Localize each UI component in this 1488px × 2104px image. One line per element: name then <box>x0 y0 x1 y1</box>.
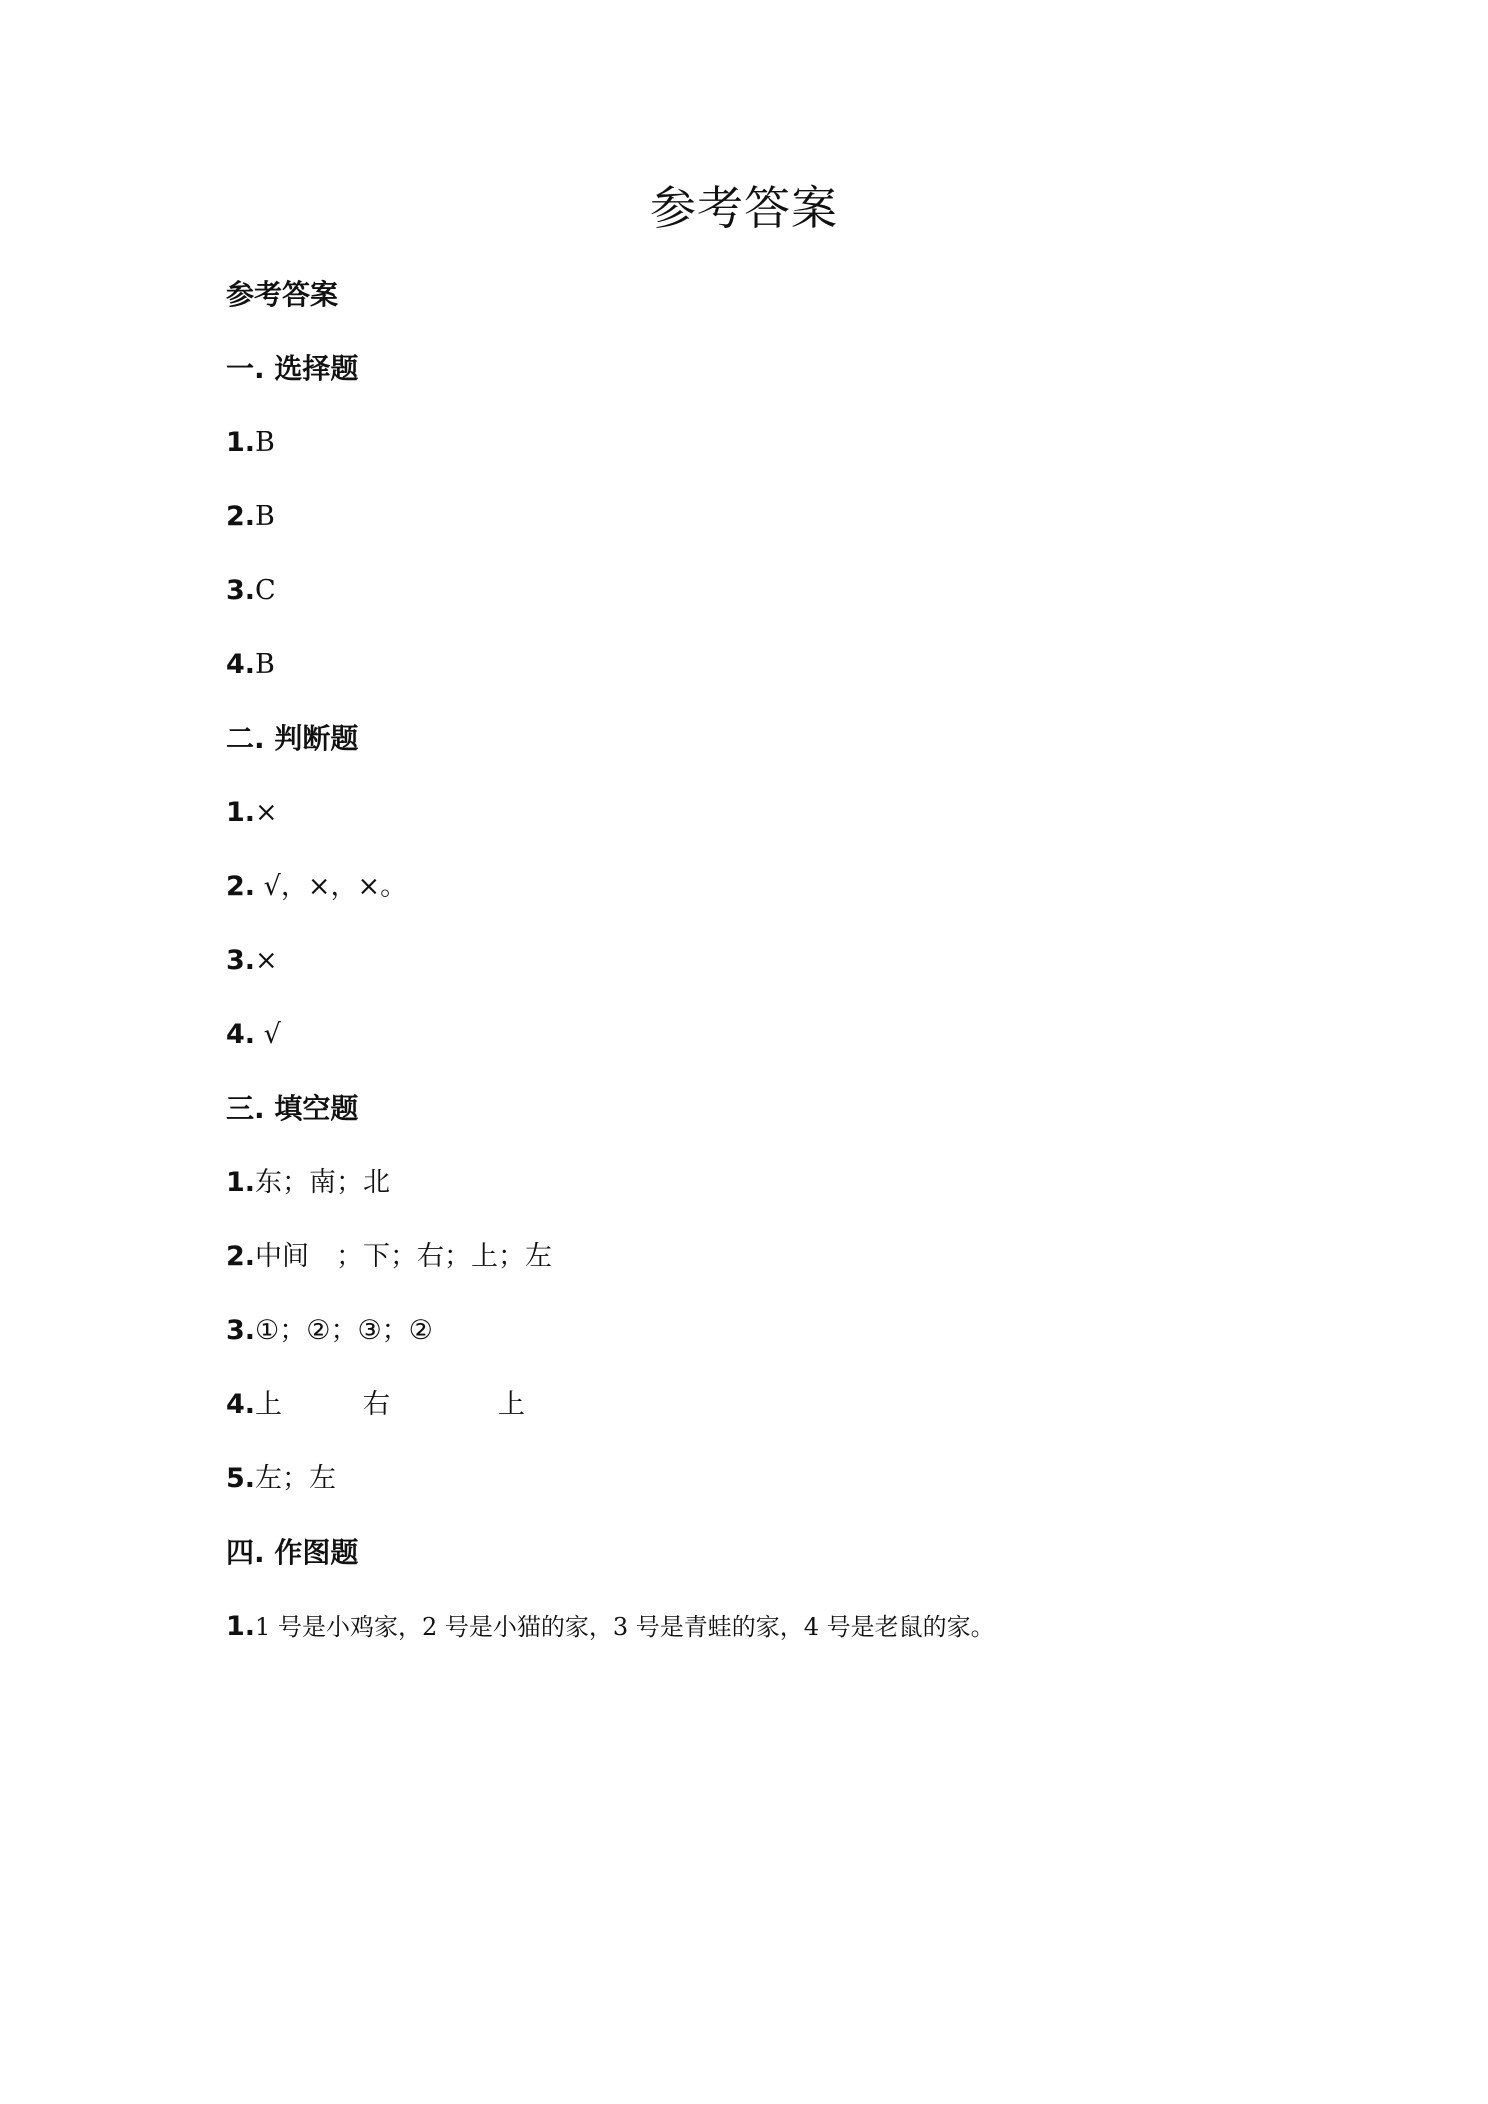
answer-item <box>226 788 1326 862</box>
item-answer: B <box>255 501 275 532</box>
item-answer: √，×，×。 <box>255 871 408 902</box>
item-answer: 东；南；北 <box>255 1167 391 1198</box>
answer-item <box>226 1010 1326 1084</box>
section-heading-drawing: 四. 作图题 <box>226 1536 359 1569</box>
item-number: 1. <box>226 1167 256 1198</box>
answer-item <box>226 1602 1326 1676</box>
item-number: 4. <box>226 1019 256 1050</box>
item-answer: √ <box>255 1019 281 1050</box>
item-number: 3. <box>226 1315 256 1346</box>
item-answer: B <box>255 427 275 458</box>
answer-item <box>226 640 1326 714</box>
section-heading-judgement: 二. 判断题 <box>226 722 359 755</box>
item-answer: 上 右 上 <box>255 1389 526 1420</box>
section-heading-fill-blank: 三. 填空题 <box>226 1092 359 1125</box>
answer-item <box>226 1232 1326 1306</box>
item-number: 4. <box>226 649 256 680</box>
item-answer: ①；②；③；② <box>255 1315 433 1346</box>
answer-item <box>226 1158 1326 1232</box>
item-answer: C <box>255 575 276 606</box>
answer-content <box>226 270 1326 1676</box>
item-number: 1. <box>226 797 256 828</box>
item-number: 1. <box>226 427 256 458</box>
answer-item <box>226 566 1326 640</box>
item-number: 2. <box>226 1241 256 1272</box>
item-answer: 1 号是小鸡家，2 号是小猫的家，3 号是青蛙的家，4 号是老鼠的家。 <box>255 1613 995 1641</box>
item-answer: 左；左 <box>255 1463 337 1494</box>
answer-item <box>226 862 1326 936</box>
item-number: 3. <box>226 575 256 606</box>
section-heading-choice: 一. 选择题 <box>226 352 359 385</box>
answer-item <box>226 418 1326 492</box>
item-number: 2. <box>226 501 256 532</box>
answer-item <box>226 1454 1326 1528</box>
item-number: 5. <box>226 1463 256 1494</box>
item-number: 2. <box>226 871 256 902</box>
item-answer: × <box>255 797 278 828</box>
answer-item <box>226 492 1326 566</box>
item-number: 4. <box>226 1389 256 1420</box>
item-number: 3. <box>226 945 256 976</box>
page-title: 参考答案 <box>650 181 838 235</box>
item-answer: 中间 ；下；右；上；左 <box>255 1241 553 1272</box>
answer-item <box>226 936 1326 1010</box>
item-answer: B <box>255 649 275 680</box>
item-number: 1. <box>226 1611 256 1642</box>
subtitle: 参考答案 <box>226 278 339 311</box>
answer-item <box>226 1380 1326 1454</box>
item-answer: × <box>255 945 278 976</box>
answer-item <box>226 1306 1326 1380</box>
